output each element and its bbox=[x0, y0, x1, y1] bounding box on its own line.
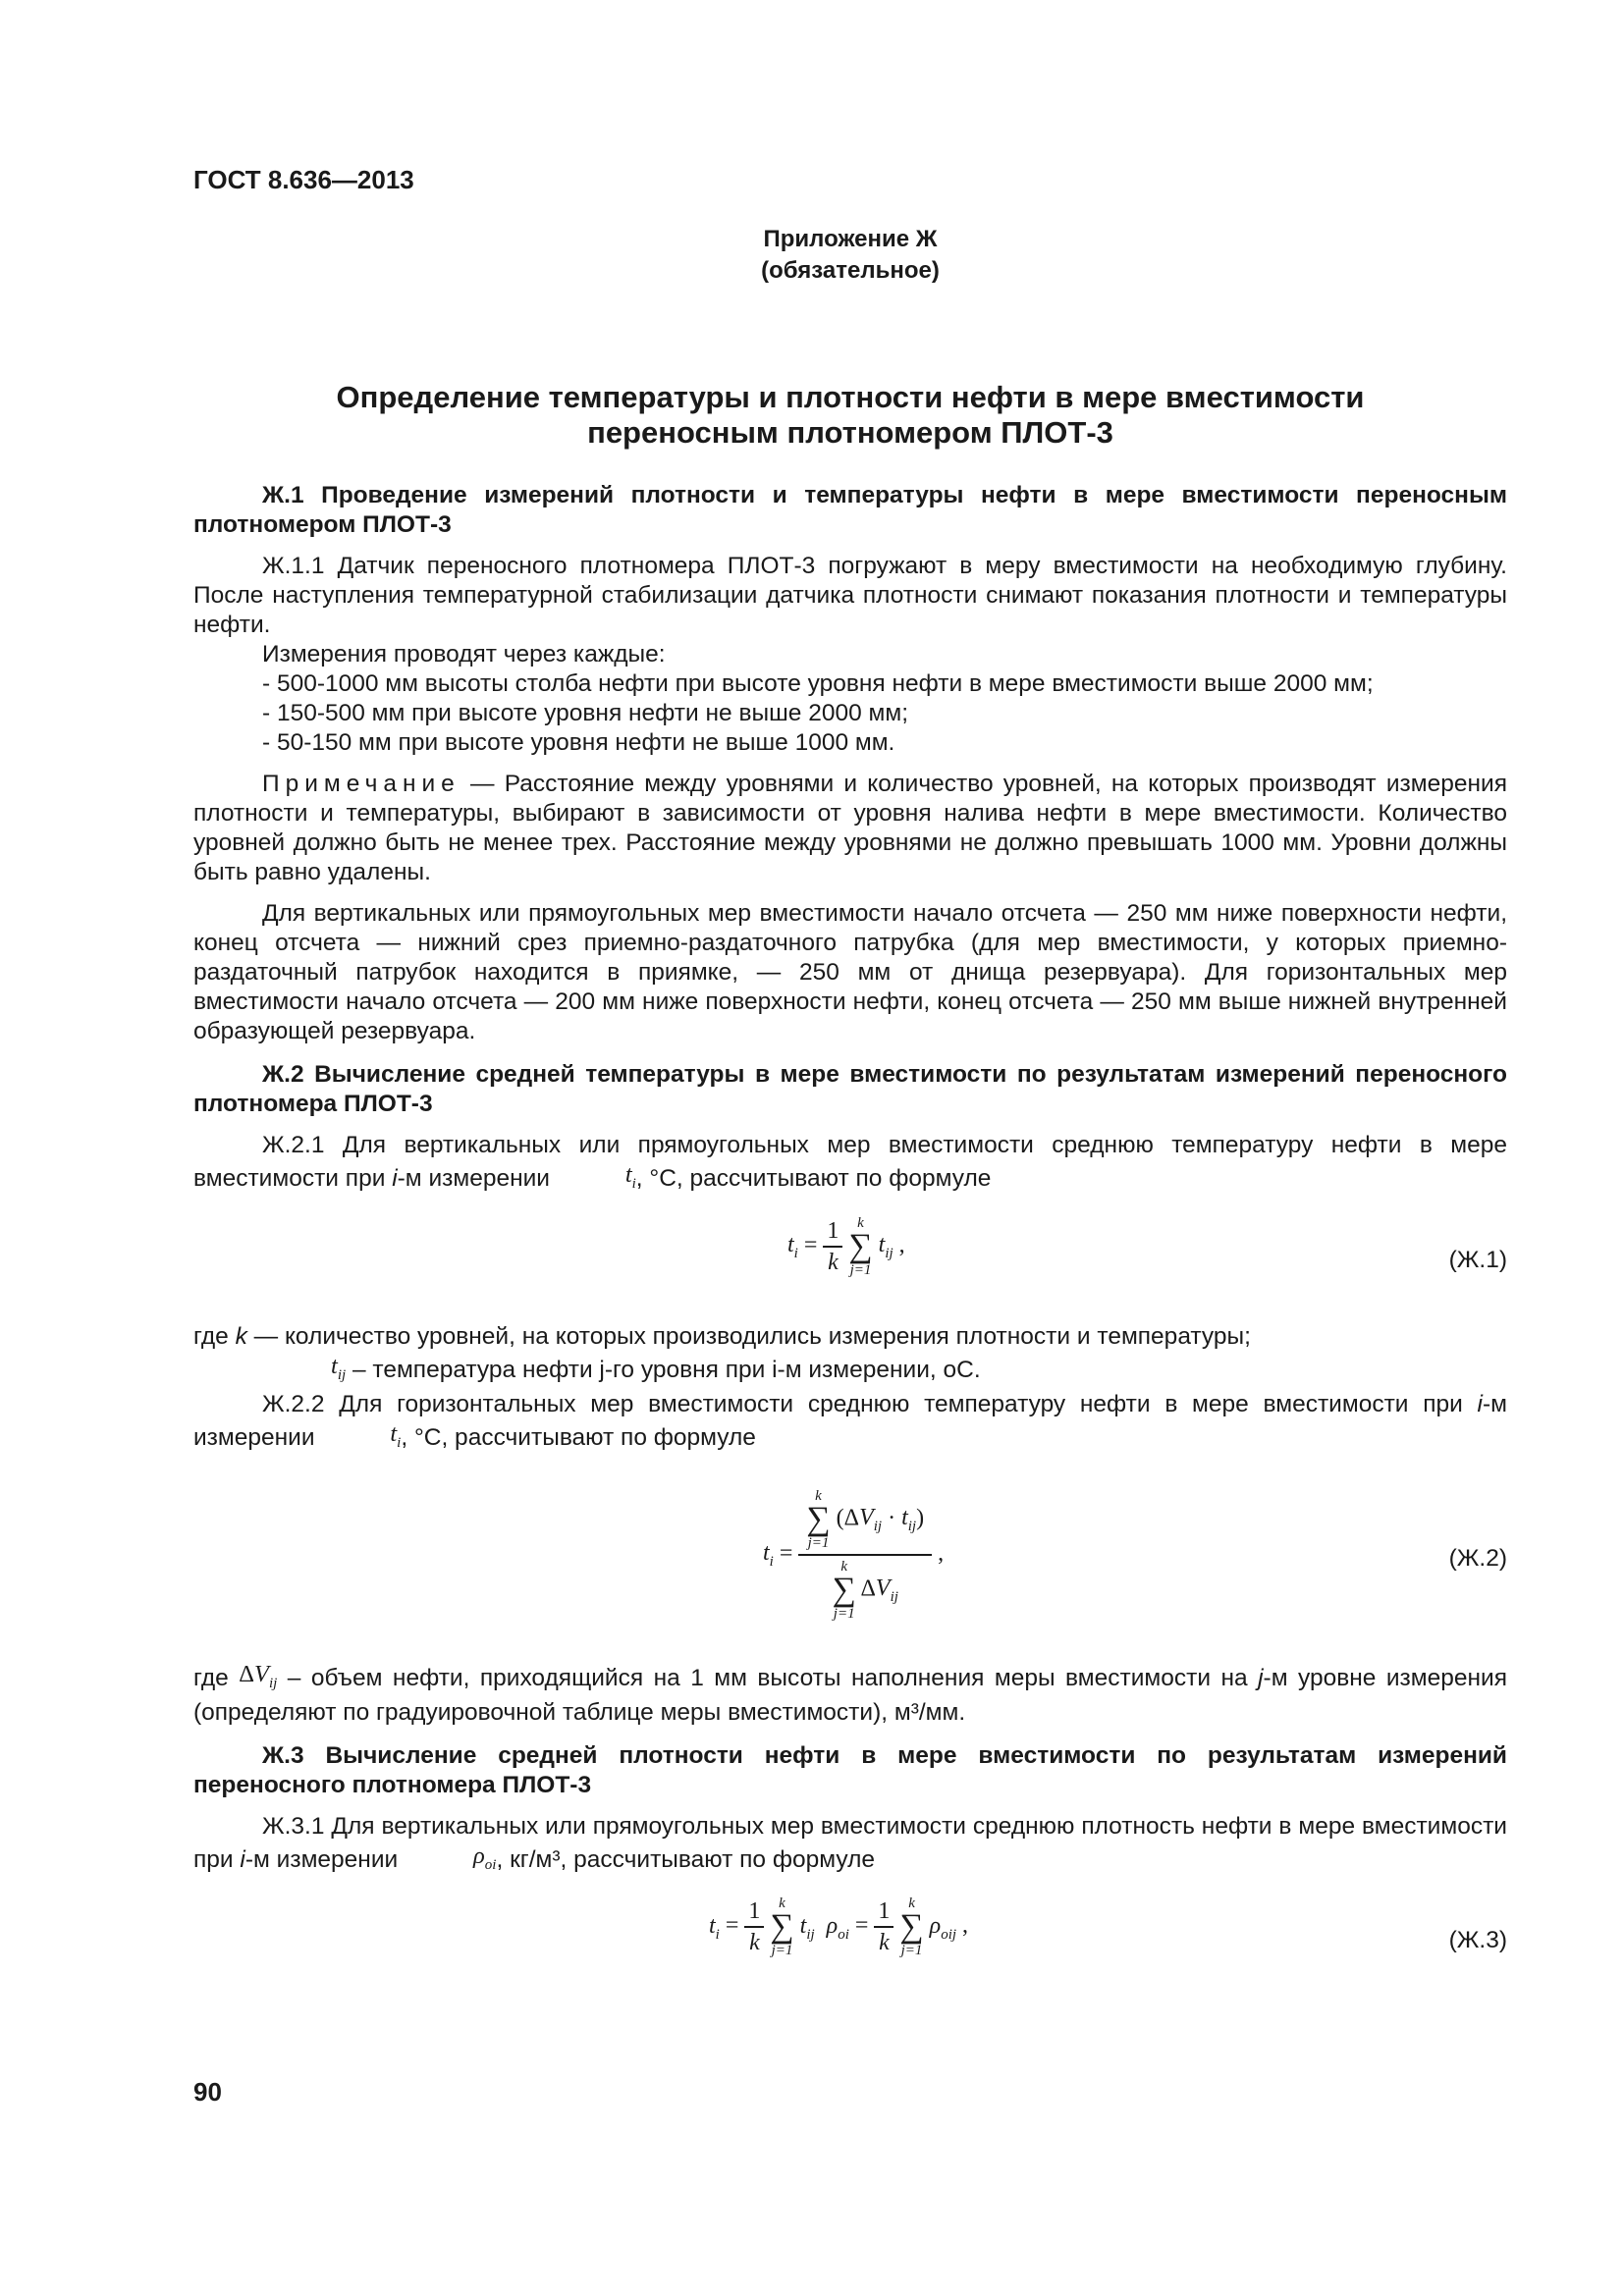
appendix-status: (обязательное) bbox=[761, 257, 940, 284]
formula-zh2-expression: $t_i$ = k ∑ j=1 $(\Delta V_{ij} \cdot t_{ij})$ k ∑ j=1 $\Delta V_{ij}$ , bbox=[763, 1485, 944, 1625]
title-line-2: переносным плотномером ПЛОТ-3 bbox=[587, 415, 1113, 450]
paragraph-1-2: Измерения проводят через каждые: bbox=[262, 641, 666, 667]
formula-zh1-number: (Ж.1) bbox=[1448, 1246, 1507, 1273]
formula-zh3-expression: $t_i$ = $\frac{1}{k}$ k ∑ j=1 $t_{ij}$ $\rho_{oi}$ = $\frac{1}{k}$ k ∑ j=1 $\rho_{oij}$ , bbox=[709, 1896, 969, 1959]
section-heading-2: Ж.2 Вычисление средней температуры в мере вместимости по результатам измерений переносного плотномера ПЛОТ-3 bbox=[193, 1061, 1507, 1117]
list-item: - 500-1000 мм высоты столба нефти при высоте уровня нефти в мере вместимости выше 2000 мм; bbox=[262, 670, 1374, 697]
note-text: — Расстояние между уровнями и количество уровней, на которых производят измерения плотности и температуры, выбирают в зависимости от уровня налива нефти в мере вместимости. Количество уровней должно быть не менее трех. Расстояние между уровнями не должно превышать 1000 мм. Уровни должны быть равно удалены. bbox=[193, 771, 1507, 885]
paragraph-1-1: Ж.1.1 Датчик переносного плотномера ПЛОТ-3 погружают в меру вместимости на необходимую глубину. После наступления температурной стабилизации датчика плотности снимают показания плотности и температуры нефти. bbox=[193, 553, 1507, 638]
where-paragraph-1: где k — количество уровней, на которых производились измерения плотности и температуры; bbox=[193, 1322, 1251, 1350]
symbol-delta-v-ij: $\Delta V_{ij}$ bbox=[239, 1660, 278, 1691]
formula-zh1-expression: $t_i$ = $\frac{1}{k}$ k ∑ j=1 $t_{ij}$ , bbox=[787, 1214, 905, 1278]
page-number: 90 bbox=[193, 2077, 222, 2107]
section-heading-3: Ж.3 Вычисление средней плотности нефти в мере вместимости по результатам измерений переносного плотномера ПЛОТ-3 bbox=[193, 1741, 1507, 1798]
note-label: Примечание bbox=[262, 771, 460, 797]
symbol-rho-oi: $\rho_{oi}$ bbox=[473, 1842, 497, 1873]
paragraph-2-2: Ж.2.2 Для горизонтальных мер вместимости среднюю температуру нефти в мере вместимости при i-м измерении $t_i$, °С, рассчитывают по формуле bbox=[193, 1390, 1507, 1458]
list-item: - 150-500 мм при высоте уровня нефти не выше 2000 мм; bbox=[262, 700, 908, 726]
where-paragraph-2: где $\Delta V_{ij}$ – объем нефти, приходящийся на 1 мм высоты наполнения меры вместимости на j-м уровне измерения (определяют по градуировочной таблице меры вместимости), м³/мм. bbox=[193, 1660, 1507, 1726]
formula-zh1 bbox=[193, 1216, 1507, 1305]
document-header: ГОСТ 8.636—2013 bbox=[193, 165, 414, 194]
note-paragraph bbox=[193, 770, 1507, 887]
formula-zh2 bbox=[193, 1475, 1507, 1642]
paragraph-3-1: Ж.3.1 Для вертикальных или прямоугольных мер вместимости среднюю плотность нефти в мере вместимости при i-м измерении $\rho_{oi}$, кг/м³, рассчитывают по формуле bbox=[193, 1812, 1507, 1880]
formula-zh3 bbox=[193, 1896, 1507, 1985]
appendix-title: Приложение Ж bbox=[763, 226, 938, 252]
symbol-t-i: $t_i$ bbox=[624, 1161, 636, 1192]
appendix-heading bbox=[193, 380, 1507, 451]
appendix-caption bbox=[193, 224, 1507, 287]
symbol-t-i: $t_i$ bbox=[390, 1419, 402, 1451]
paragraph-2-1: Ж.2.1 Для вертикальных или прямоугольных мер вместимости среднюю температуру нефти в мере вместимости при i-м измерении $t_i$, °С, рассчитывают по формуле bbox=[193, 1131, 1507, 1199]
paragraph-1-3: Для вертикальных или прямоугольных мер вместимости начало отсчета — 250 мм ниже поверхности нефти, конец отсчета — нижний срез приемно-раздаточного патрубка (для мер вместимости, у которых приемно-раздаточный патрубок находится в приямке, — 250 мм от днища резервуара). Для горизонтальных мер вместимости начало отсчета — 200 мм ниже поверхности нефти, конец отсчета — 250 мм выше нижней внутренней образующей резервуара. bbox=[193, 900, 1507, 1044]
formula-zh3-number: (Ж.3) bbox=[1448, 1927, 1507, 1954]
symbol-t-ij: $t_{ij}$ bbox=[331, 1352, 347, 1383]
document-body bbox=[193, 481, 1507, 2002]
formula-zh2-number: (Ж.2) bbox=[1448, 1544, 1507, 1572]
title-line-1: Определение температуры и плотности нефти в мере вместимости bbox=[336, 380, 1365, 414]
list-item: - 50-150 мм при высоте уровня нефти не выше 1000 мм. bbox=[262, 729, 895, 756]
where-paragraph-1-tij: $t_{ij}$ – температура нефти j-го уровня при i-м измерении, оС. bbox=[193, 1352, 1507, 1390]
section-heading-1: Ж.1 Проведение измерений плотности и температуры нефти в мере вместимости переносным плотномером ПЛОТ-3 bbox=[193, 482, 1507, 538]
